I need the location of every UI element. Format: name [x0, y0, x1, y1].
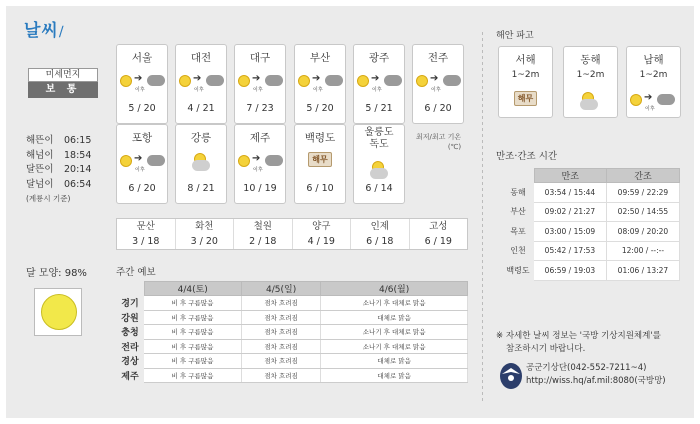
small-city-item [117, 219, 176, 249]
small-city-name: 문산 [136, 221, 155, 232]
weather-panel [6, 6, 694, 418]
weekly-cell: 소나기 후 대체로 맑음 [321, 339, 468, 354]
weather-icon [235, 147, 285, 175]
sea-name: 남해 [643, 54, 664, 66]
tide-low: 09:59 / 22:29 [606, 183, 679, 203]
icon-sublabel: 이후 [253, 87, 263, 93]
cloud-icon [147, 155, 165, 166]
weather-icon [117, 67, 167, 95]
city-card [175, 124, 227, 204]
moonset-label: 달넘이 [26, 178, 54, 190]
weather-icon [176, 147, 226, 175]
icon-sublabel: 이후 [194, 87, 204, 93]
coastal-wave-label: 해안 파고 [496, 31, 534, 41]
weekly-region: 충청 [116, 325, 144, 340]
moon-phase-label: 달 모양: 98% [26, 268, 87, 279]
sun-icon [179, 75, 191, 87]
arrow-icon: ➔ [134, 73, 143, 84]
tide-high: 03:54 / 15:44 [534, 183, 606, 203]
footer-note [496, 330, 686, 356]
moonset-time: 06:54 [64, 178, 92, 190]
fog-icon: 해무 [308, 152, 331, 167]
tide-high: 09:02 / 21:27 [534, 202, 606, 222]
small-city-temp: 2 / 18 [249, 236, 277, 247]
sunrise-label: 해뜬이 [26, 135, 54, 146]
city-card [234, 124, 286, 204]
small-city-item [234, 219, 293, 249]
wave-height: 1~2m [511, 70, 540, 80]
tide-header-high: 만조 [534, 169, 606, 183]
city-name: 제주 [249, 132, 271, 144]
weekly-region: 강원 [116, 310, 144, 325]
weekly-row [116, 325, 468, 340]
wave-height: 1~2m [576, 70, 605, 80]
sun-moon-times [26, 134, 91, 207]
tide-place: 동해 [502, 183, 534, 203]
sea-name: 동해 [580, 54, 601, 66]
city-name: 포항 [131, 132, 153, 144]
city-temp: 6 / 20 [128, 183, 156, 194]
city-temp: 6 / 14 [365, 183, 393, 194]
city-name: 강릉 [190, 132, 212, 144]
tide-place: 백령도 [502, 261, 534, 281]
small-city-name: 양구 [312, 221, 331, 232]
city-card [353, 124, 405, 204]
small-city-name: 화천 [195, 221, 214, 232]
city-name: 대구 [249, 52, 271, 64]
tide-low: 02:50 / 14:55 [606, 202, 679, 222]
wave-card [563, 46, 618, 118]
city-name: 서울 [131, 52, 153, 64]
weekly-cell: 대체로 맑음 [321, 354, 468, 369]
small-city-name: 철원 [253, 221, 272, 232]
weather-icon [176, 67, 226, 95]
weekly-header-day2: 4/5(일) [241, 282, 320, 296]
weather-icon [295, 147, 345, 175]
weekly-cell: 소나기 후 대체로 맑음 [321, 296, 468, 311]
weekly-forecast-label: 주간 예보 [116, 267, 156, 278]
weekly-row [116, 339, 468, 354]
weekly-cell: 비 후 구름많음 [144, 296, 241, 311]
weekly-region: 경상 [116, 354, 144, 369]
city-name: 울릉도 독도 [364, 127, 394, 150]
city-temp: 5 / 20 [128, 103, 156, 114]
tide-row [502, 222, 680, 242]
fog-icon: 해무 [514, 91, 537, 106]
city-card [234, 44, 286, 124]
weekly-region: 전라 [116, 339, 144, 354]
tide-high: 06:59 / 19:03 [534, 261, 606, 281]
wave-card [498, 46, 553, 118]
weekly-cell: 비 후 구름많음 [144, 339, 241, 354]
contact-info [526, 362, 666, 388]
tide-place: 목포 [502, 222, 534, 242]
small-city-item [293, 219, 352, 249]
small-city-item [176, 219, 235, 249]
small-city-strip [116, 218, 468, 250]
city-temp: 10 / 19 [243, 183, 277, 194]
sea-name: 서해 [515, 54, 536, 66]
icon-sublabel: 이후 [253, 167, 263, 173]
tide-corner [502, 169, 534, 183]
footer-note-line2: 참조하시기 바랍니다. [506, 344, 586, 354]
cloud-icon [657, 94, 675, 105]
weekly-header-day3: 4/6(월) [321, 282, 468, 296]
moonrise-label: 달뜬이 [26, 164, 54, 175]
weekly-cell: 점차 흐려짐 [241, 296, 320, 311]
weekly-corner [116, 282, 144, 296]
city-temp: 6 / 10 [306, 183, 334, 194]
weekly-header-day1: 4/4(토) [144, 282, 241, 296]
weather-icon [295, 67, 345, 95]
cloud-icon [580, 99, 598, 110]
arrow-icon: ➔ [312, 73, 321, 84]
city-temp: 5 / 21 [365, 103, 393, 114]
sunrise-time: 06:15 [64, 135, 92, 146]
tide-table [502, 168, 680, 281]
icon-sublabel: 이후 [313, 87, 323, 93]
sun-icon [120, 155, 132, 167]
cloud-icon [192, 160, 210, 171]
sunset-label: 해넘이 [26, 149, 54, 161]
weekly-cell: 비 후 구름많음 [144, 325, 241, 340]
fine-dust-value: 보 통 [28, 82, 98, 98]
sun-icon [357, 75, 369, 87]
cloud-icon [147, 75, 165, 86]
temp-note-line2: (℃) [447, 143, 462, 151]
moon-phase-box [34, 288, 82, 336]
weekly-cell: 대체로 맑음 [321, 368, 468, 383]
city-card [294, 124, 346, 204]
sunset-time: 18:54 [64, 149, 92, 161]
city-card [412, 44, 464, 124]
weekly-cell: 점차 흐려짐 [241, 310, 320, 325]
small-city-temp: 6 / 19 [424, 236, 452, 247]
weather-icon [413, 67, 463, 95]
weekly-cell: 점차 흐려짐 [241, 368, 320, 383]
sun-icon [238, 75, 250, 87]
tide-label: 만조·간조 시간 [496, 151, 558, 162]
cloud-icon [265, 75, 283, 86]
city-name: 백령도 [304, 132, 336, 144]
icon-sublabel: 이후 [135, 167, 145, 173]
small-city-temp: 3 / 20 [190, 236, 218, 247]
weekly-cell: 소나기 후 대체로 맑음 [321, 325, 468, 340]
arrow-icon: ➔ [252, 153, 261, 164]
arrow-icon: ➔ [430, 73, 439, 84]
tide-header-low: 간조 [606, 169, 679, 183]
small-city-temp: 3 / 18 [132, 236, 160, 247]
city-name: 광주 [368, 52, 390, 64]
icon-sublabel: 이후 [645, 106, 655, 112]
city-name: 전주 [427, 52, 449, 64]
arrow-icon: ➔ [252, 73, 261, 84]
weather-icon [117, 147, 167, 175]
weekly-cell: 점차 흐려짐 [241, 325, 320, 340]
tide-low: 12:00 / --:-- [606, 241, 679, 261]
column-divider [482, 32, 483, 404]
footer-note-line1: ※ 자세한 날씨 정보는 '국방 기상지원체계'를 [496, 331, 661, 341]
cloud-icon [265, 155, 283, 166]
weekly-row [116, 296, 468, 311]
tide-row [502, 202, 680, 222]
arrow-icon: ➔ [371, 73, 380, 84]
tide-row [502, 241, 680, 261]
city-name: 부산 [309, 52, 331, 64]
city-name: 대전 [190, 52, 212, 64]
weekly-row [116, 310, 468, 325]
tide-high: 05:42 / 17:53 [534, 241, 606, 261]
arrow-icon: ➔ [193, 73, 202, 84]
cloud-icon [384, 75, 402, 86]
weather-icon [354, 67, 404, 95]
contact-url[interactable]: http://wiss.hq/af.mil:8080(국방망) [526, 376, 666, 386]
cloud-icon [443, 75, 461, 86]
tide-row [502, 183, 680, 203]
sun-icon [416, 75, 428, 87]
tide-row [502, 261, 680, 281]
tide-place: 인천 [502, 241, 534, 261]
weekly-cell: 비 후 구름많음 [144, 368, 241, 383]
weekly-cell: 비 후 구름많음 [144, 354, 241, 369]
sun-reference-note: (계룡시 기준) [26, 194, 71, 203]
icon-sublabel: 이후 [431, 87, 441, 93]
sun-icon [238, 155, 250, 167]
moon-icon [41, 294, 77, 330]
page-title: 날씨∕ [24, 21, 65, 41]
city-card [116, 44, 168, 124]
sun-icon [630, 94, 642, 106]
tide-place: 부산 [502, 202, 534, 222]
weekly-cell: 점차 흐려짐 [241, 339, 320, 354]
wave-card [626, 46, 681, 118]
small-city-temp: 6 / 18 [366, 236, 394, 247]
weekly-row [116, 368, 468, 383]
city-card [116, 124, 168, 204]
weekly-forecast-table [116, 281, 468, 383]
wave-height: 1~2m [639, 70, 668, 80]
contact-phone: 공군기상단(042-552-7211~4) [526, 363, 647, 373]
weather-icon [499, 86, 552, 112]
weather-icon [235, 67, 285, 95]
city-card [294, 44, 346, 124]
tide-high: 03:00 / 15:09 [534, 222, 606, 242]
weekly-cell: 비 후 구름많음 [144, 310, 241, 325]
cloud-icon [370, 168, 388, 179]
moonrise-time: 20:14 [64, 164, 92, 175]
weekly-row [116, 354, 468, 369]
fine-dust-label: 미세먼지 [28, 68, 98, 82]
city-card [353, 44, 405, 124]
weather-icon [627, 86, 680, 112]
city-temp: 4 / 21 [187, 103, 215, 114]
small-city-item [351, 219, 410, 249]
weather-icon [354, 155, 404, 183]
weather-icon [564, 86, 617, 112]
tide-low: 01:06 / 13:27 [606, 261, 679, 281]
small-city-temp: 4 / 19 [307, 236, 335, 247]
tide-low: 08:09 / 20:20 [606, 222, 679, 242]
weekly-cell: 대체로 맑음 [321, 310, 468, 325]
cloud-icon [325, 75, 343, 86]
arrow-icon: ➔ [134, 153, 143, 164]
small-city-item [410, 219, 468, 249]
temp-note [416, 132, 461, 152]
small-city-name: 고성 [429, 221, 448, 232]
weekly-region: 경기 [116, 296, 144, 311]
icon-sublabel: 이후 [135, 87, 145, 93]
weekly-cell: 점차 흐려짐 [241, 354, 320, 369]
fine-dust-box [28, 68, 98, 98]
cloud-icon [206, 75, 224, 86]
temp-note-line1: 최저/최고 기온 [416, 133, 462, 141]
city-temp: 8 / 21 [187, 183, 215, 194]
city-temp: 6 / 20 [424, 103, 452, 114]
small-city-name: 인제 [370, 221, 389, 232]
weekly-region: 제주 [116, 368, 144, 383]
city-card [175, 44, 227, 124]
city-temp: 7 / 23 [246, 103, 274, 114]
city-temp: 5 / 20 [306, 103, 334, 114]
icon-sublabel: 이후 [372, 87, 382, 93]
arrow-icon: ➔ [644, 92, 653, 103]
air-force-logo-icon [498, 360, 524, 390]
sun-icon [120, 75, 132, 87]
sun-icon [298, 75, 310, 87]
